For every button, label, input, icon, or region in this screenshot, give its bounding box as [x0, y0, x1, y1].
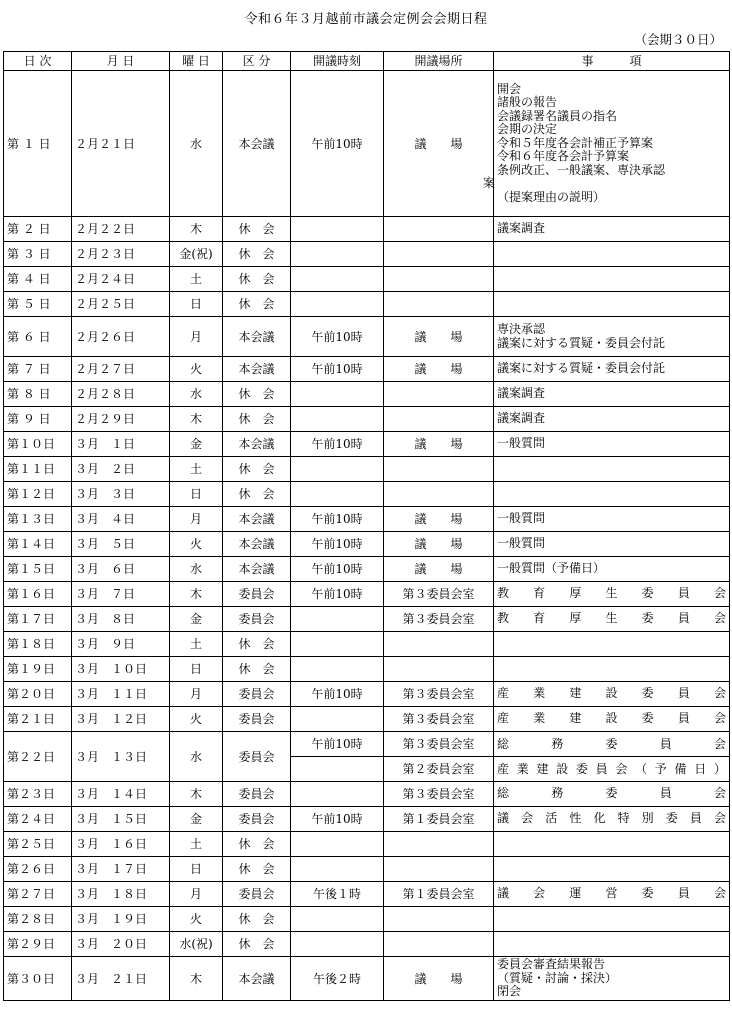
day-cell: 第 ５ 日	[4, 292, 72, 317]
date-cell: ３月 ５日	[72, 532, 170, 557]
time-cell	[291, 757, 384, 782]
items-cell	[494, 482, 730, 507]
table-row	[4, 71, 730, 217]
date-cell: ２月２５日	[72, 292, 170, 317]
day-cell: 第１９日	[4, 657, 72, 682]
time-cell: 午後２時	[291, 957, 384, 1001]
items-cell	[494, 317, 730, 357]
place-cell: 議 場	[384, 957, 494, 1001]
weekday-cell: 火	[170, 707, 223, 732]
date-cell: ３月 １日	[72, 432, 170, 457]
day-cell: 第１６日	[4, 582, 72, 607]
date-cell: ３月 ３日	[72, 482, 170, 507]
type-cell: 休 会	[223, 242, 291, 267]
time-cell	[291, 382, 384, 407]
weekday-cell: 水	[170, 382, 223, 407]
time-cell	[291, 782, 384, 807]
time-cell: 午前10時	[291, 682, 384, 707]
place-cell	[384, 832, 494, 857]
date-cell: ３月 １４日	[72, 782, 170, 807]
date-cell: ２月２２日	[72, 217, 170, 242]
type-cell: 本会議	[223, 357, 291, 382]
table-row	[4, 292, 730, 317]
day-cell: 第１０日	[4, 432, 72, 457]
schedule-table	[3, 51, 730, 1001]
items-cell	[494, 267, 730, 292]
item-line: 会期の決定	[497, 122, 558, 137]
day-cell: 第１８日	[4, 632, 72, 657]
type-cell: 委員会	[223, 882, 291, 907]
document-title: 令和６年３月越前市議会定例会会期日程	[244, 12, 488, 27]
time-cell	[291, 407, 384, 432]
table-row	[4, 242, 730, 267]
table-row	[4, 857, 730, 882]
date-cell: ３月 ９日	[72, 632, 170, 657]
day-cell: 第２１日	[4, 707, 72, 732]
table-row	[4, 217, 730, 242]
date-cell: ３月 １２日	[72, 707, 170, 732]
place-cell	[384, 907, 494, 932]
weekday-cell: 土	[170, 632, 223, 657]
table-row	[4, 557, 730, 582]
weekday-cell: 木	[170, 782, 223, 807]
header-row	[4, 52, 730, 71]
type-cell: 委員会	[223, 807, 291, 832]
place-cell	[384, 217, 494, 242]
place-cell	[384, 382, 494, 407]
day-cell: 第３０日	[4, 957, 72, 1001]
place-cell: 議 場	[384, 432, 494, 457]
date-cell: ３月 １９日	[72, 907, 170, 932]
item-line: 諸般の報告	[497, 95, 558, 110]
weekday-cell: 月	[170, 507, 223, 532]
table-row	[4, 507, 730, 532]
day-cell: 第２０日	[4, 682, 72, 707]
type-cell: 休 会	[223, 932, 291, 957]
item-line: 総務委員会	[497, 786, 726, 801]
table-row	[4, 382, 730, 407]
place-cell: 議 場	[384, 557, 494, 582]
date-cell: ２月２４日	[72, 267, 170, 292]
items-cell	[494, 957, 730, 1001]
day-cell: 第１２日	[4, 482, 72, 507]
item-line: 教育厚生委員会	[497, 611, 726, 626]
type-cell: 休 会	[223, 407, 291, 432]
type-cell: 本会議	[223, 557, 291, 582]
day-cell: 第 ６ 日	[4, 317, 72, 357]
weekday-cell: 水(祝)	[170, 932, 223, 957]
type-cell: 休 会	[223, 457, 291, 482]
table-row	[4, 782, 730, 807]
item-line: 令和６年度各会計予算案	[497, 149, 630, 164]
item-line: 議会活性化特別委員会	[497, 811, 726, 826]
item-line: 一般質問	[497, 536, 546, 551]
table-row	[4, 657, 730, 682]
item-line: 議案調査	[497, 411, 546, 426]
weekday-cell: 金(祝)	[170, 242, 223, 267]
time-cell	[291, 217, 384, 242]
place-cell: 議 場	[384, 317, 494, 357]
type-cell: 休 会	[223, 267, 291, 292]
time-cell: 午前10時	[291, 357, 384, 382]
weekday-cell: 金	[170, 807, 223, 832]
header-items: 事 項	[494, 52, 730, 71]
day-cell: 第１４日	[4, 532, 72, 557]
header-date: 月 日	[72, 52, 170, 71]
time-cell	[291, 607, 384, 632]
type-cell: 本会議	[223, 432, 291, 457]
time-cell	[291, 632, 384, 657]
weekday-cell: 火	[170, 532, 223, 557]
time-cell: 午前10時	[291, 807, 384, 832]
time-cell: 午前10時	[291, 71, 384, 217]
table-row	[4, 482, 730, 507]
place-cell: 第３委員会室	[384, 682, 494, 707]
time-cell	[291, 242, 384, 267]
table-row	[4, 432, 730, 457]
weekday-cell: 木	[170, 582, 223, 607]
items-cell	[494, 557, 730, 582]
place-cell	[384, 242, 494, 267]
day-cell: 第２２日	[4, 732, 72, 782]
time-cell	[291, 457, 384, 482]
date-cell: ３月 １７日	[72, 857, 170, 882]
time-cell: 午前10時	[291, 557, 384, 582]
time-cell: 午前10時	[291, 432, 384, 457]
weekday-cell: 月	[170, 882, 223, 907]
place-cell: 第３委員会室	[384, 732, 494, 757]
type-cell: 休 会	[223, 657, 291, 682]
table-row	[4, 882, 730, 907]
day-cell: 第 ７ 日	[4, 357, 72, 382]
weekday-cell: 金	[170, 432, 223, 457]
session-period: （会期３０日）	[634, 32, 722, 47]
weekday-cell: 木	[170, 957, 223, 1001]
place-cell	[384, 632, 494, 657]
weekday-cell: 土	[170, 457, 223, 482]
day-cell: 第１１日	[4, 457, 72, 482]
date-cell: ３月 １５日	[72, 807, 170, 832]
time-cell	[291, 292, 384, 317]
item-line: 産業建設委員会	[497, 686, 726, 701]
time-cell	[291, 267, 384, 292]
table-row	[4, 957, 730, 1001]
item-line: 案	[483, 176, 496, 191]
place-cell	[384, 482, 494, 507]
items-cell	[494, 457, 730, 482]
weekday-cell: 日	[170, 657, 223, 682]
date-cell: ３月 １１日	[72, 682, 170, 707]
place-cell: 第２委員会室	[384, 757, 494, 782]
type-cell: 休 会	[223, 482, 291, 507]
place-cell: 第３委員会室	[384, 707, 494, 732]
day-cell: 第 ９ 日	[4, 407, 72, 432]
time-cell: 午前10時	[291, 317, 384, 357]
date-cell: ３月 ２１日	[72, 957, 170, 1001]
table-row	[4, 682, 730, 707]
items-cell	[494, 357, 730, 382]
date-cell: ３月 １３日	[72, 732, 170, 782]
date-cell: ３月 １６日	[72, 832, 170, 857]
day-cell: 第２３日	[4, 782, 72, 807]
place-cell: 議 場	[384, 71, 494, 217]
type-cell: 本会議	[223, 507, 291, 532]
table-row	[4, 807, 730, 832]
day-cell: 第２４日	[4, 807, 72, 832]
type-cell: 休 会	[223, 632, 291, 657]
weekday-cell: 火	[170, 357, 223, 382]
date-cell: ２月２３日	[72, 242, 170, 267]
table-row	[4, 707, 730, 732]
weekday-cell: 月	[170, 317, 223, 357]
items-cell	[494, 292, 730, 317]
items-cell	[494, 932, 730, 957]
table-row	[4, 532, 730, 557]
items-cell	[494, 682, 730, 707]
type-cell: 本会議	[223, 71, 291, 217]
date-cell: ２月２９日	[72, 407, 170, 432]
items-cell	[494, 382, 730, 407]
items-cell	[494, 707, 730, 732]
table-row	[4, 832, 730, 857]
items-cell	[483, 71, 730, 217]
items-cell	[494, 782, 730, 807]
table-row	[4, 357, 730, 382]
time-cell	[291, 832, 384, 857]
time-cell: 午前10時	[291, 532, 384, 557]
items-cell	[494, 242, 730, 267]
table-row	[4, 582, 730, 607]
weekday-cell: 木	[170, 217, 223, 242]
type-cell: 委員会	[223, 732, 291, 782]
place-cell	[384, 457, 494, 482]
day-cell: 第２８日	[4, 907, 72, 932]
items-cell: 産業建設委員会（予備日）	[494, 757, 730, 782]
place-cell: 議 場	[384, 507, 494, 532]
weekday-cell: 水	[170, 732, 223, 782]
day-cell: 第２６日	[4, 857, 72, 882]
date-cell: ３月 ２０日	[72, 932, 170, 957]
header-time: 開議時刻	[291, 52, 384, 71]
item-line: 会議録署名議員の指名	[497, 108, 618, 123]
item-line: （質疑・討論・採決）	[497, 970, 618, 985]
item-line: 開会	[497, 81, 522, 96]
time-cell: 午後１時	[291, 882, 384, 907]
time-cell	[291, 857, 384, 882]
date-cell: ２月２７日	[72, 357, 170, 382]
type-cell: 本会議	[223, 957, 291, 1001]
place-cell: 第３委員会室	[384, 607, 494, 632]
items-cell	[494, 582, 730, 607]
day-cell: 第 ４ 日	[4, 267, 72, 292]
table-row	[4, 407, 730, 432]
day-cell: 第 ３ 日	[4, 242, 72, 267]
weekday-cell: 金	[170, 607, 223, 632]
table-row	[4, 317, 730, 357]
weekday-cell: 土	[170, 832, 223, 857]
time-cell	[291, 932, 384, 957]
table-row	[4, 632, 730, 657]
item-line: 専決承認	[497, 322, 546, 336]
weekday-cell: 日	[170, 482, 223, 507]
time-cell	[291, 482, 384, 507]
items-cell: 総務委員会	[494, 732, 730, 757]
items-cell	[494, 432, 730, 457]
place-cell: 議 場	[384, 357, 494, 382]
header-type: 区 分	[223, 52, 291, 71]
item-line: 議案に対する質疑・委員会付託	[497, 335, 666, 350]
place-cell	[384, 407, 494, 432]
place-cell	[384, 292, 494, 317]
item-line: 条例改正、一般議案、専決承認	[497, 162, 666, 177]
day-cell: 第 １ 日	[4, 71, 72, 217]
item-line: 委員会審査結果報告	[497, 957, 606, 972]
item-line: 一般質問	[497, 436, 546, 451]
place-cell	[384, 267, 494, 292]
time-cell	[291, 707, 384, 732]
item-line: 閉会	[497, 984, 522, 999]
type-cell: 休 会	[223, 907, 291, 932]
items-cell	[494, 882, 730, 907]
item-line: 教育厚生委員会	[497, 586, 726, 601]
header-place: 開議場所	[384, 52, 494, 71]
items-cell	[494, 407, 730, 432]
items-cell	[494, 632, 730, 657]
type-cell: 委員会	[223, 582, 291, 607]
type-cell: 委員会	[223, 607, 291, 632]
weekday-cell: 月	[170, 682, 223, 707]
item-line: 議案調査	[497, 386, 546, 401]
type-cell: 委員会	[223, 682, 291, 707]
table-row	[4, 907, 730, 932]
type-cell: 委員会	[223, 707, 291, 732]
date-cell: ３月 １０日	[72, 657, 170, 682]
items-cell	[494, 607, 730, 632]
type-cell: 休 会	[223, 382, 291, 407]
type-cell: 休 会	[223, 292, 291, 317]
date-cell: ３月 ７日	[72, 582, 170, 607]
place-cell: 第１委員会室	[384, 882, 494, 907]
items-cell	[494, 217, 730, 242]
weekday-cell: 水	[170, 557, 223, 582]
time-cell: 午前10時	[291, 582, 384, 607]
time-cell: 午前10時	[291, 732, 384, 757]
place-cell: 第３委員会室	[384, 582, 494, 607]
table-row	[4, 732, 730, 757]
time-cell	[291, 907, 384, 932]
weekday-cell: 水	[170, 71, 223, 217]
date-cell: ２月２６日	[72, 317, 170, 357]
place-cell: 第１委員会室	[384, 807, 494, 832]
item-line: 令和５年度各会計補正予算案	[497, 135, 654, 150]
item-line: （提案理由の説明）	[497, 189, 606, 204]
type-cell: 休 会	[223, 857, 291, 882]
item-line: 一般質問（予備日）	[497, 561, 606, 576]
day-cell: 第２５日	[4, 832, 72, 857]
date-cell: ３月 ８日	[72, 607, 170, 632]
day-cell: 第１３日	[4, 507, 72, 532]
time-cell	[291, 657, 384, 682]
item-line: 議案調査	[497, 221, 546, 236]
type-cell: 休 会	[223, 217, 291, 242]
type-cell: 本会議	[223, 317, 291, 357]
items-cell	[494, 807, 730, 832]
day-cell: 第１７日	[4, 607, 72, 632]
type-cell: 本会議	[223, 532, 291, 557]
items-cell	[494, 832, 730, 857]
items-cell	[494, 907, 730, 932]
header-day: 日 次	[4, 52, 72, 71]
items-cell	[494, 532, 730, 557]
date-cell: ２月２１日	[72, 71, 170, 217]
date-cell: ３月 ２日	[72, 457, 170, 482]
type-cell: 委員会	[223, 782, 291, 807]
date-cell: ３月 ４日	[72, 507, 170, 532]
place-cell	[384, 857, 494, 882]
date-cell: ３月 ６日	[72, 557, 170, 582]
day-cell: 第１５日	[4, 557, 72, 582]
item-line: 議会運営委員会	[497, 886, 726, 901]
weekday-cell: 日	[170, 857, 223, 882]
weekday-cell: 火	[170, 907, 223, 932]
time-cell: 午前10時	[291, 507, 384, 532]
table-row	[4, 267, 730, 292]
weekday-cell: 土	[170, 267, 223, 292]
place-cell	[384, 932, 494, 957]
day-cell: 第２７日	[4, 882, 72, 907]
items-cell	[494, 657, 730, 682]
items-cell	[494, 857, 730, 882]
day-cell: 第２９日	[4, 932, 72, 957]
table-row	[4, 932, 730, 957]
weekday-cell: 日	[170, 292, 223, 317]
date-cell: ２月２８日	[72, 382, 170, 407]
day-cell: 第 ２ 日	[4, 217, 72, 242]
type-cell: 休 会	[223, 832, 291, 857]
day-cell: 第 ８ 日	[4, 382, 72, 407]
header-weekday: 曜 日	[170, 52, 223, 71]
place-cell	[384, 657, 494, 682]
items-cell	[494, 507, 730, 532]
table-row	[4, 457, 730, 482]
date-cell: ３月 １８日	[72, 882, 170, 907]
place-cell: 議 場	[384, 532, 494, 557]
weekday-cell: 木	[170, 407, 223, 432]
item-line: 一般質問	[497, 511, 546, 526]
place-cell: 第３委員会室	[384, 782, 494, 807]
item-line: 議案に対する質疑・委員会付託	[497, 361, 666, 376]
item-line: 産業建設委員会	[497, 711, 726, 726]
table-row	[4, 607, 730, 632]
